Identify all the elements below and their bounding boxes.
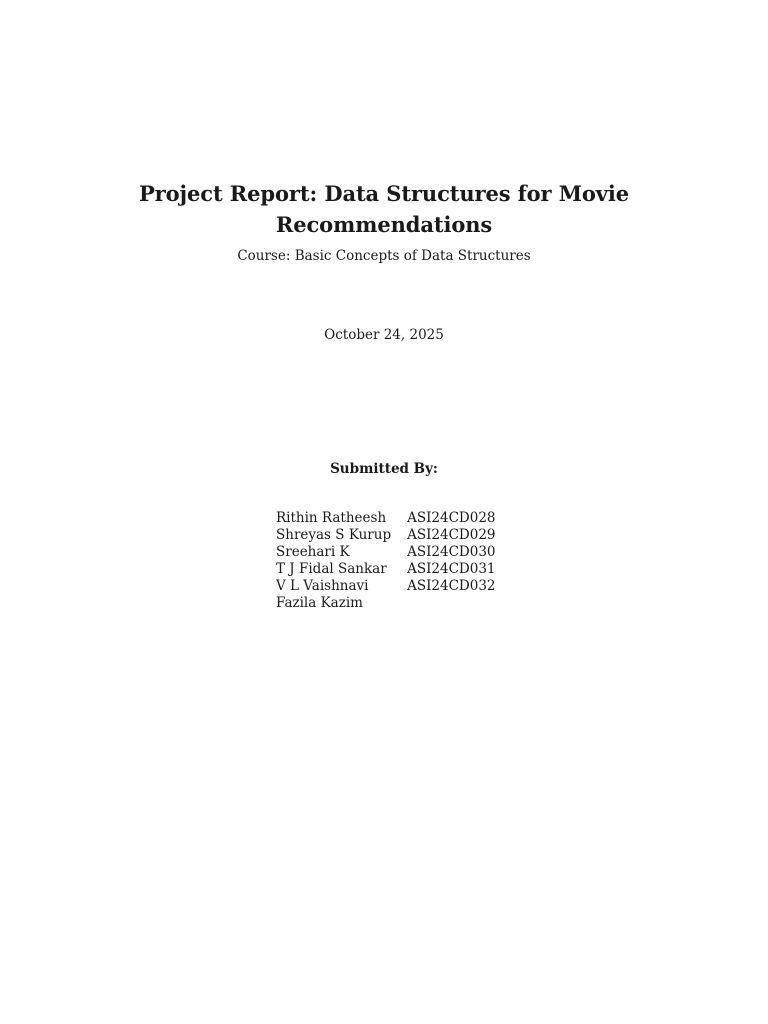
report-date: October 24, 2025 <box>324 327 444 343</box>
member-id: ASI24CD028 <box>407 510 496 526</box>
member-name: Shreyas S Kurup <box>276 527 392 543</box>
member-name: Rithin Ratheesh <box>276 510 387 526</box>
member-id: ASI24CD031 <box>407 561 496 577</box>
course-subtitle: Course: Basic Concepts of Data Structures <box>237 248 531 264</box>
member-id: ASI24CD032 <box>407 578 496 594</box>
member-id <box>401 595 501 612</box>
member-name: T J Fidal Sankar <box>276 561 387 577</box>
member-name: Fazila Kazim <box>276 595 363 611</box>
page-title <box>134 178 634 240</box>
member-row <box>270 544 502 561</box>
member-name: Sreehari K <box>276 544 350 560</box>
member-row <box>270 561 502 578</box>
title-line-1: Project Report: Data Structures for Movie <box>138 181 629 206</box>
member-row <box>270 578 502 595</box>
member-id: ASI24CD029 <box>407 527 496 543</box>
member-name: V L Vaishnavi <box>276 578 369 594</box>
submitted-by-heading: Submitted By: <box>330 461 438 477</box>
title-line-2: Recommendations <box>275 212 493 237</box>
members-table <box>270 510 502 612</box>
member-row <box>270 595 502 612</box>
member-row <box>270 527 502 544</box>
member-id: ASI24CD030 <box>407 544 496 560</box>
member-row <box>270 510 502 527</box>
